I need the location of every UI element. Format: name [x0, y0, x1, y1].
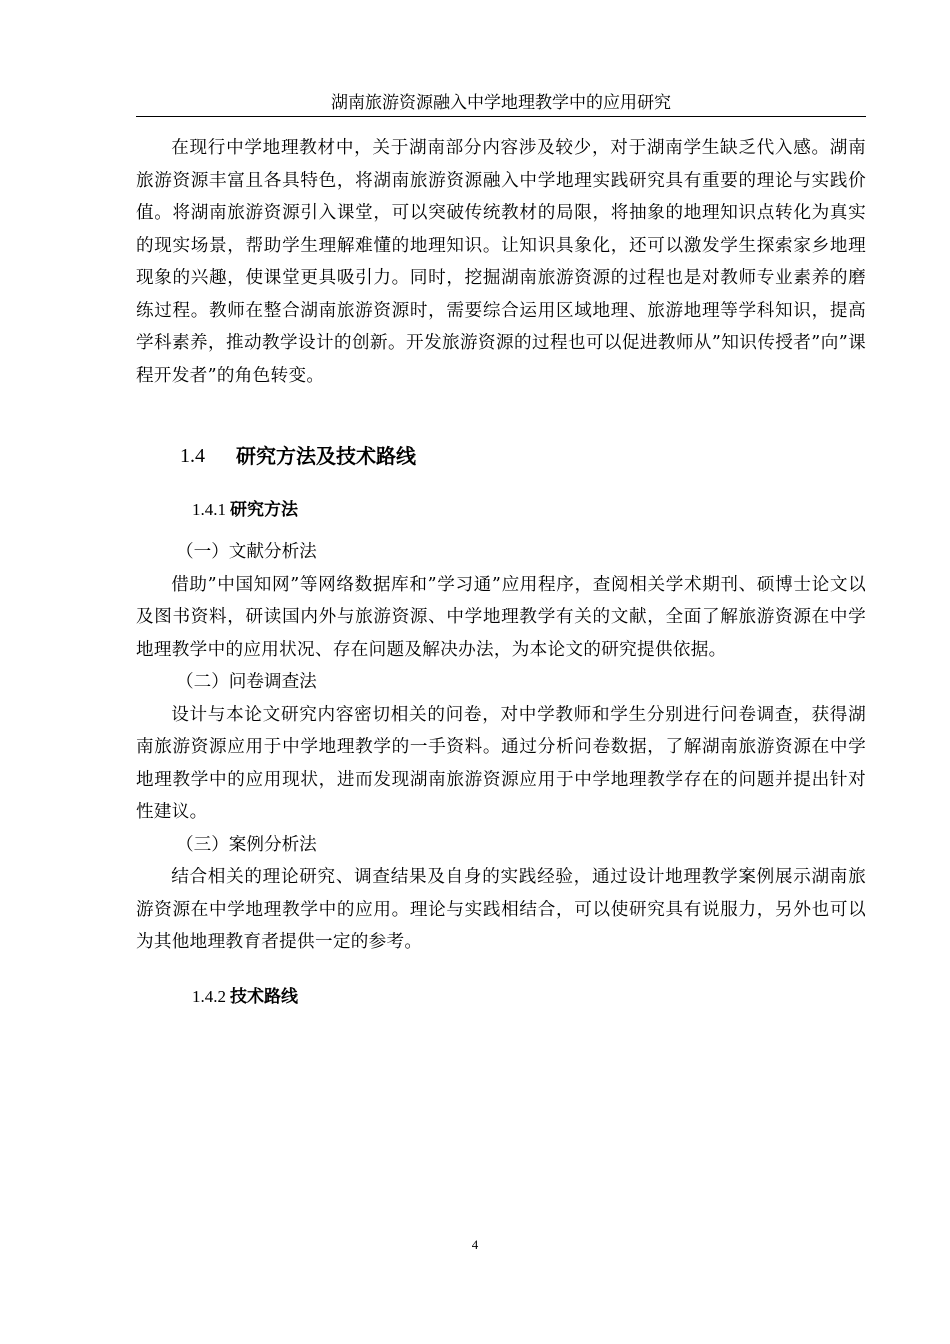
method-heading-literature: （一）文献分析法	[176, 542, 317, 562]
intro-paragraph: 在现行中学地理教材中，关于湖南部分内容涉及较少，对于湖南学生缺乏代入感。湖南旅游资源丰富且各具特色，将湖南旅游资源融入中学地理实践研究具有重要的理论与实践价值。将湖南旅游资源引入课堂，可以突破传统教材的局限，将抽象的地理知识点转化为真实的现实场景，帮助学生理解难懂的地理知识。让知识具象化，还可以激发学生探索家乡地理现象的兴趣，使课堂更具吸引力。同时，挖掘湖南旅游资源的过程也是对教师专业素养的磨练过程。教师在整合湖南旅游资源时，需要综合运用区域地理、旅游地理等学科知识，提高学科素养，推动教学设计的创新。开发旅游资源的过程也可以促进教师从”知识传授者”向”课程开发者”的角色转变。	[136, 138, 866, 386]
subsection-methods-title: 研究方法	[230, 500, 298, 520]
section-heading	[136, 438, 866, 474]
subsection-route-heading	[136, 981, 866, 1013]
section-number: 1.4	[180, 445, 205, 467]
subsection-route-title: 技术路线	[230, 986, 298, 1007]
subsection-methods-number: 1.4.1	[192, 500, 226, 519]
method-text-case: 结合相关的理论研究、调查结果及自身的实践经验，通过设计地理教学案例展示湖南旅游资源在中学地理教学中的应用。理论与实践相结合，可以使研究具有说服力，另外也可以为其他地理教育者提供一定的参考。	[136, 867, 866, 952]
header-rule	[136, 116, 866, 117]
heading-spacer	[136, 474, 866, 494]
method-text-survey: 设计与本论文研究内容密切相关的问卷，对中学教师和学生分别进行问卷调查，获得湖南旅游资源应用于中学地理教学的一手资料。通过分析问卷数据，了解湖南旅游资源在中学地理教学中的应用现状，进而发现湖南旅游资源应用于中学地理教学存在的问题并提出针对性建议。	[136, 704, 866, 822]
heading-spacer	[136, 526, 866, 536]
heading-spacer	[136, 959, 866, 981]
subsection-route-number: 1.4.2	[192, 986, 226, 1006]
subsection-methods-heading	[136, 494, 866, 526]
running-header-title: 湖南旅游资源融入中学地理教学中的应用研究	[331, 93, 671, 113]
section-title: 研究方法及技术路线	[236, 444, 416, 468]
section-spacer	[136, 392, 866, 438]
method-heading-survey: （二）问卷调查法	[176, 672, 317, 692]
method-text-literature: 借助”中国知网”等网络数据库和”学习通”应用程序，查阅相关学术期刊、硕博士论文以及图书资料，研读国内外与旅游资源、中学地理教学有关的文献，全面了解旅游资源在中学地理教学中的应用状况、存在问题及解决办法，为本论文的研究提供依据。	[136, 574, 866, 660]
page-number: 4	[471, 1237, 479, 1252]
page-content	[136, 132, 866, 1013]
method-heading-case: （三）案例分析法	[176, 834, 317, 855]
